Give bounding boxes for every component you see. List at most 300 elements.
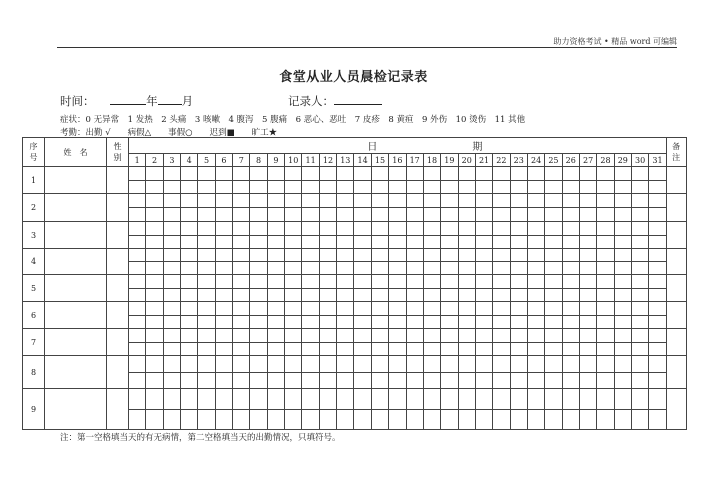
attendance-cell[interactable] <box>302 208 319 222</box>
gender-cell[interactable] <box>107 329 129 356</box>
attendance-cell[interactable] <box>198 373 215 389</box>
symptom-cell[interactable] <box>302 389 319 410</box>
gender-cell[interactable] <box>107 389 129 430</box>
symptom-cell[interactable] <box>527 275 544 289</box>
attendance-cell[interactable] <box>233 343 250 356</box>
symptom-cell[interactable] <box>562 389 579 410</box>
symptom-cell[interactable] <box>337 167 354 181</box>
symptom-cell[interactable] <box>181 167 198 181</box>
symptom-cell[interactable] <box>285 302 302 316</box>
symptom-cell[interactable] <box>441 356 458 373</box>
attendance-cell[interactable] <box>198 181 215 194</box>
attendance-cell[interactable] <box>649 316 666 329</box>
symptom-cell[interactable] <box>458 329 475 343</box>
recorder-blank[interactable] <box>334 93 382 105</box>
symptom-cell[interactable] <box>614 329 631 343</box>
attendance-cell[interactable] <box>406 343 423 356</box>
symptom-cell[interactable] <box>285 194 302 208</box>
attendance-cell[interactable] <box>129 236 146 249</box>
attendance-cell[interactable] <box>631 316 648 329</box>
symptom-cell[interactable] <box>562 302 579 316</box>
attendance-cell[interactable] <box>614 208 631 222</box>
attendance-cell[interactable] <box>545 181 562 194</box>
attendance-cell[interactable] <box>545 208 562 222</box>
attendance-cell[interactable] <box>597 236 614 249</box>
symptom-cell[interactable] <box>319 222 336 236</box>
symptom-cell[interactable] <box>198 389 215 410</box>
attendance-cell[interactable] <box>579 410 596 430</box>
gender-cell[interactable] <box>107 222 129 249</box>
attendance-cell[interactable] <box>631 262 648 275</box>
symptom-cell[interactable] <box>302 222 319 236</box>
symptom-cell[interactable] <box>302 329 319 343</box>
symptom-cell[interactable] <box>146 329 163 343</box>
gender-cell[interactable] <box>107 356 129 389</box>
symptom-cell[interactable] <box>337 356 354 373</box>
attendance-cell[interactable] <box>181 262 198 275</box>
remark-cell[interactable] <box>666 167 686 194</box>
attendance-cell[interactable] <box>458 316 475 329</box>
attendance-cell[interactable] <box>475 316 492 329</box>
attendance-cell[interactable] <box>215 236 232 249</box>
symptom-cell[interactable] <box>250 275 267 289</box>
remark-cell[interactable] <box>666 222 686 249</box>
attendance-cell[interactable] <box>302 316 319 329</box>
symptom-cell[interactable] <box>319 389 336 410</box>
attendance-cell[interactable] <box>579 316 596 329</box>
symptom-cell[interactable] <box>146 275 163 289</box>
attendance-cell[interactable] <box>319 208 336 222</box>
symptom-cell[interactable] <box>441 275 458 289</box>
symptom-cell[interactable] <box>267 329 284 343</box>
attendance-cell[interactable] <box>215 343 232 356</box>
symptom-cell[interactable] <box>319 329 336 343</box>
symptom-cell[interactable] <box>215 356 232 373</box>
symptom-cell[interactable] <box>406 167 423 181</box>
attendance-cell[interactable] <box>510 208 527 222</box>
attendance-cell[interactable] <box>267 262 284 275</box>
symptom-cell[interactable] <box>597 194 614 208</box>
symptom-cell[interactable] <box>215 194 232 208</box>
symptom-cell[interactable] <box>545 389 562 410</box>
attendance-cell[interactable] <box>562 289 579 302</box>
symptom-cell[interactable] <box>163 167 180 181</box>
attendance-cell[interactable] <box>215 208 232 222</box>
attendance-cell[interactable] <box>146 236 163 249</box>
attendance-cell[interactable] <box>597 262 614 275</box>
symptom-cell[interactable] <box>579 194 596 208</box>
attendance-cell[interactable] <box>614 262 631 275</box>
attendance-cell[interactable] <box>649 373 666 389</box>
attendance-cell[interactable] <box>441 262 458 275</box>
symptom-cell[interactable] <box>215 275 232 289</box>
symptom-cell[interactable] <box>389 275 406 289</box>
remark-cell[interactable] <box>666 275 686 302</box>
symptom-cell[interactable] <box>475 222 492 236</box>
attendance-cell[interactable] <box>129 289 146 302</box>
symptom-cell[interactable] <box>441 249 458 262</box>
attendance-cell[interactable] <box>562 208 579 222</box>
symptom-cell[interactable] <box>389 302 406 316</box>
attendance-cell[interactable] <box>631 373 648 389</box>
symptom-cell[interactable] <box>614 194 631 208</box>
attendance-cell[interactable] <box>527 289 544 302</box>
symptom-cell[interactable] <box>337 275 354 289</box>
attendance-cell[interactable] <box>198 208 215 222</box>
attendance-cell[interactable] <box>423 236 440 249</box>
attendance-cell[interactable] <box>233 316 250 329</box>
symptom-cell[interactable] <box>371 249 388 262</box>
attendance-cell[interactable] <box>146 373 163 389</box>
attendance-cell[interactable] <box>181 236 198 249</box>
attendance-cell[interactable] <box>267 208 284 222</box>
symptom-cell[interactable] <box>181 302 198 316</box>
symptom-cell[interactable] <box>319 356 336 373</box>
attendance-cell[interactable] <box>285 343 302 356</box>
attendance-cell[interactable] <box>337 181 354 194</box>
symptom-cell[interactable] <box>614 167 631 181</box>
symptom-cell[interactable] <box>631 389 648 410</box>
attendance-cell[interactable] <box>354 181 371 194</box>
attendance-cell[interactable] <box>475 236 492 249</box>
attendance-cell[interactable] <box>337 289 354 302</box>
attendance-cell[interactable] <box>579 373 596 389</box>
symptom-cell[interactable] <box>389 356 406 373</box>
symptom-cell[interactable] <box>129 275 146 289</box>
symptom-cell[interactable] <box>371 222 388 236</box>
symptom-cell[interactable] <box>562 275 579 289</box>
symptom-cell[interactable] <box>354 222 371 236</box>
attendance-cell[interactable] <box>562 236 579 249</box>
attendance-cell[interactable] <box>406 208 423 222</box>
symptom-cell[interactable] <box>285 249 302 262</box>
symptom-cell[interactable] <box>129 222 146 236</box>
attendance-cell[interactable] <box>406 289 423 302</box>
attendance-cell[interactable] <box>493 208 510 222</box>
symptom-cell[interactable] <box>649 302 666 316</box>
symptom-cell[interactable] <box>597 275 614 289</box>
attendance-cell[interactable] <box>319 289 336 302</box>
attendance-cell[interactable] <box>493 236 510 249</box>
symptom-cell[interactable] <box>597 356 614 373</box>
attendance-cell[interactable] <box>267 316 284 329</box>
attendance-cell[interactable] <box>562 373 579 389</box>
symptom-cell[interactable] <box>215 249 232 262</box>
symptom-cell[interactable] <box>285 329 302 343</box>
symptom-cell[interactable] <box>337 249 354 262</box>
symptom-cell[interactable] <box>510 275 527 289</box>
symptom-cell[interactable] <box>250 167 267 181</box>
attendance-cell[interactable] <box>181 373 198 389</box>
symptom-cell[interactable] <box>510 356 527 373</box>
symptom-cell[interactable] <box>458 302 475 316</box>
symptom-cell[interactable] <box>631 356 648 373</box>
attendance-cell[interactable] <box>527 262 544 275</box>
attendance-cell[interactable] <box>649 236 666 249</box>
name-cell[interactable] <box>45 194 107 222</box>
symptom-cell[interactable] <box>475 302 492 316</box>
symptom-cell[interactable] <box>163 275 180 289</box>
symptom-cell[interactable] <box>545 356 562 373</box>
symptom-cell[interactable] <box>285 222 302 236</box>
attendance-cell[interactable] <box>337 236 354 249</box>
symptom-cell[interactable] <box>371 329 388 343</box>
symptom-cell[interactable] <box>441 222 458 236</box>
symptom-cell[interactable] <box>250 194 267 208</box>
attendance-cell[interactable] <box>198 410 215 430</box>
symptom-cell[interactable] <box>163 194 180 208</box>
attendance-cell[interactable] <box>475 262 492 275</box>
attendance-cell[interactable] <box>250 236 267 249</box>
symptom-cell[interactable] <box>250 222 267 236</box>
attendance-cell[interactable] <box>441 236 458 249</box>
symptom-cell[interactable] <box>475 275 492 289</box>
symptom-cell[interactable] <box>527 194 544 208</box>
attendance-cell[interactable] <box>163 289 180 302</box>
symptom-cell[interactable] <box>493 329 510 343</box>
attendance-cell[interactable] <box>597 410 614 430</box>
symptom-cell[interactable] <box>163 222 180 236</box>
symptom-cell[interactable] <box>181 329 198 343</box>
symptom-cell[interactable] <box>302 167 319 181</box>
symptom-cell[interactable] <box>285 275 302 289</box>
attendance-cell[interactable] <box>631 181 648 194</box>
symptom-cell[interactable] <box>649 329 666 343</box>
symptom-cell[interactable] <box>579 329 596 343</box>
symptom-cell[interactable] <box>406 329 423 343</box>
attendance-cell[interactable] <box>493 410 510 430</box>
attendance-cell[interactable] <box>475 181 492 194</box>
attendance-cell[interactable] <box>354 236 371 249</box>
symptom-cell[interactable] <box>198 329 215 343</box>
symptom-cell[interactable] <box>319 275 336 289</box>
symptom-cell[interactable] <box>597 329 614 343</box>
attendance-cell[interactable] <box>527 373 544 389</box>
attendance-cell[interactable] <box>406 262 423 275</box>
attendance-cell[interactable] <box>458 181 475 194</box>
symptom-cell[interactable] <box>545 329 562 343</box>
symptom-cell[interactable] <box>579 249 596 262</box>
attendance-cell[interactable] <box>337 208 354 222</box>
attendance-cell[interactable] <box>614 343 631 356</box>
symptom-cell[interactable] <box>319 302 336 316</box>
attendance-cell[interactable] <box>597 289 614 302</box>
symptom-cell[interactable] <box>458 167 475 181</box>
attendance-cell[interactable] <box>163 343 180 356</box>
symptom-cell[interactable] <box>233 389 250 410</box>
symptom-cell[interactable] <box>458 275 475 289</box>
attendance-cell[interactable] <box>458 373 475 389</box>
symptom-cell[interactable] <box>406 222 423 236</box>
symptom-cell[interactable] <box>510 222 527 236</box>
symptom-cell[interactable] <box>493 249 510 262</box>
symptom-cell[interactable] <box>302 249 319 262</box>
symptom-cell[interactable] <box>302 275 319 289</box>
symptom-cell[interactable] <box>389 329 406 343</box>
attendance-cell[interactable] <box>354 208 371 222</box>
attendance-cell[interactable] <box>181 410 198 430</box>
symptom-cell[interactable] <box>371 194 388 208</box>
attendance-cell[interactable] <box>129 316 146 329</box>
symptom-cell[interactable] <box>267 222 284 236</box>
attendance-cell[interactable] <box>562 343 579 356</box>
name-cell[interactable] <box>45 302 107 329</box>
attendance-cell[interactable] <box>163 316 180 329</box>
symptom-cell[interactable] <box>406 194 423 208</box>
symptom-cell[interactable] <box>146 302 163 316</box>
symptom-cell[interactable] <box>337 194 354 208</box>
remark-cell[interactable] <box>666 249 686 275</box>
attendance-cell[interactable] <box>354 262 371 275</box>
attendance-cell[interactable] <box>267 289 284 302</box>
symptom-cell[interactable] <box>389 194 406 208</box>
symptom-cell[interactable] <box>597 389 614 410</box>
attendance-cell[interactable] <box>337 373 354 389</box>
attendance-cell[interactable] <box>267 236 284 249</box>
attendance-cell[interactable] <box>302 181 319 194</box>
attendance-cell[interactable] <box>250 373 267 389</box>
symptom-cell[interactable] <box>597 167 614 181</box>
symptom-cell[interactable] <box>475 194 492 208</box>
attendance-cell[interactable] <box>371 343 388 356</box>
symptom-cell[interactable] <box>562 194 579 208</box>
symptom-cell[interactable] <box>562 167 579 181</box>
attendance-cell[interactable] <box>215 373 232 389</box>
attendance-cell[interactable] <box>423 289 440 302</box>
symptom-cell[interactable] <box>198 275 215 289</box>
symptom-cell[interactable] <box>614 302 631 316</box>
symptom-cell[interactable] <box>337 329 354 343</box>
remark-cell[interactable] <box>666 356 686 389</box>
attendance-cell[interactable] <box>181 289 198 302</box>
symptom-cell[interactable] <box>233 222 250 236</box>
attendance-cell[interactable] <box>510 181 527 194</box>
symptom-cell[interactable] <box>163 389 180 410</box>
attendance-cell[interactable] <box>406 236 423 249</box>
symptom-cell[interactable] <box>267 356 284 373</box>
attendance-cell[interactable] <box>267 181 284 194</box>
name-cell[interactable] <box>45 356 107 389</box>
attendance-cell[interactable] <box>267 373 284 389</box>
attendance-cell[interactable] <box>562 181 579 194</box>
symptom-cell[interactable] <box>233 302 250 316</box>
symptom-cell[interactable] <box>389 389 406 410</box>
attendance-cell[interactable] <box>579 262 596 275</box>
symptom-cell[interactable] <box>423 302 440 316</box>
symptom-cell[interactable] <box>146 389 163 410</box>
symptom-cell[interactable] <box>423 222 440 236</box>
symptom-cell[interactable] <box>146 194 163 208</box>
attendance-cell[interactable] <box>527 236 544 249</box>
attendance-cell[interactable] <box>562 316 579 329</box>
attendance-cell[interactable] <box>129 208 146 222</box>
attendance-cell[interactable] <box>129 373 146 389</box>
attendance-cell[interactable] <box>389 236 406 249</box>
symptom-cell[interactable] <box>354 302 371 316</box>
symptom-cell[interactable] <box>579 356 596 373</box>
attendance-cell[interactable] <box>493 289 510 302</box>
attendance-cell[interactable] <box>163 373 180 389</box>
attendance-cell[interactable] <box>458 236 475 249</box>
symptom-cell[interactable] <box>267 249 284 262</box>
symptom-cell[interactable] <box>129 356 146 373</box>
symptom-cell[interactable] <box>493 167 510 181</box>
attendance-cell[interactable] <box>579 343 596 356</box>
symptom-cell[interactable] <box>354 389 371 410</box>
symptom-cell[interactable] <box>649 222 666 236</box>
symptom-cell[interactable] <box>406 389 423 410</box>
symptom-cell[interactable] <box>649 167 666 181</box>
attendance-cell[interactable] <box>146 316 163 329</box>
symptom-cell[interactable] <box>458 194 475 208</box>
symptom-cell[interactable] <box>285 356 302 373</box>
symptom-cell[interactable] <box>458 356 475 373</box>
name-cell[interactable] <box>45 167 107 194</box>
symptom-cell[interactable] <box>441 194 458 208</box>
symptom-cell[interactable] <box>163 329 180 343</box>
attendance-cell[interactable] <box>181 343 198 356</box>
remark-cell[interactable] <box>666 389 686 430</box>
symptom-cell[interactable] <box>493 222 510 236</box>
attendance-cell[interactable] <box>545 316 562 329</box>
symptom-cell[interactable] <box>215 389 232 410</box>
attendance-cell[interactable] <box>475 289 492 302</box>
symptom-cell[interactable] <box>493 389 510 410</box>
attendance-cell[interactable] <box>250 208 267 222</box>
gender-cell[interactable] <box>107 302 129 329</box>
symptom-cell[interactable] <box>510 329 527 343</box>
attendance-cell[interactable] <box>527 316 544 329</box>
name-cell[interactable] <box>45 389 107 430</box>
symptom-cell[interactable] <box>545 302 562 316</box>
attendance-cell[interactable] <box>614 316 631 329</box>
symptom-cell[interactable] <box>198 222 215 236</box>
symptom-cell[interactable] <box>215 167 232 181</box>
year-blank[interactable] <box>110 93 146 105</box>
symptom-cell[interactable] <box>631 275 648 289</box>
attendance-cell[interactable] <box>475 208 492 222</box>
attendance-cell[interactable] <box>458 262 475 275</box>
attendance-cell[interactable] <box>319 181 336 194</box>
symptom-cell[interactable] <box>163 356 180 373</box>
symptom-cell[interactable] <box>545 222 562 236</box>
attendance-cell[interactable] <box>129 343 146 356</box>
attendance-cell[interactable] <box>302 236 319 249</box>
attendance-cell[interactable] <box>146 343 163 356</box>
attendance-cell[interactable] <box>614 373 631 389</box>
attendance-cell[interactable] <box>510 373 527 389</box>
attendance-cell[interactable] <box>215 410 232 430</box>
symptom-cell[interactable] <box>406 356 423 373</box>
attendance-cell[interactable] <box>614 289 631 302</box>
attendance-cell[interactable] <box>371 373 388 389</box>
symptom-cell[interactable] <box>198 249 215 262</box>
symptom-cell[interactable] <box>545 194 562 208</box>
attendance-cell[interactable] <box>510 262 527 275</box>
attendance-cell[interactable] <box>475 343 492 356</box>
symptom-cell[interactable] <box>215 222 232 236</box>
symptom-cell[interactable] <box>250 389 267 410</box>
attendance-cell[interactable] <box>337 316 354 329</box>
symptom-cell[interactable] <box>371 389 388 410</box>
attendance-cell[interactable] <box>545 289 562 302</box>
attendance-cell[interactable] <box>389 289 406 302</box>
attendance-cell[interactable] <box>250 316 267 329</box>
symptom-cell[interactable] <box>441 167 458 181</box>
symptom-cell[interactable] <box>337 389 354 410</box>
symptom-cell[interactable] <box>423 167 440 181</box>
symptom-cell[interactable] <box>510 389 527 410</box>
